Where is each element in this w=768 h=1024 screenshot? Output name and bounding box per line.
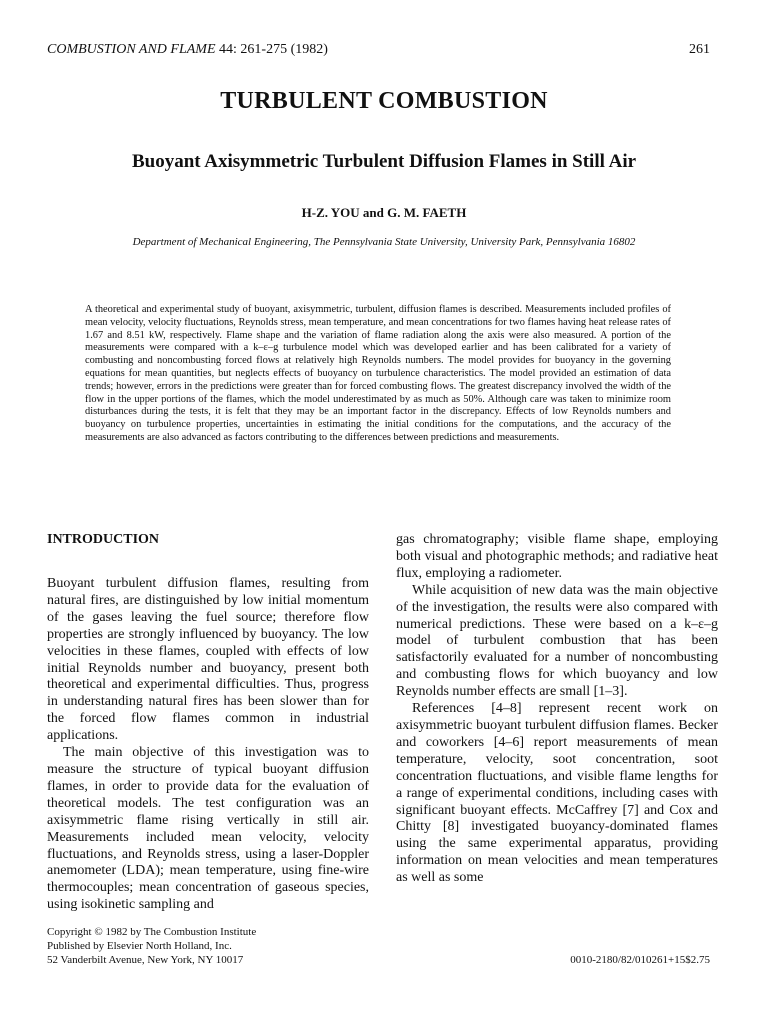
running-head — [47, 42, 710, 58]
journal-citation: 44: 261-275 (1982) — [215, 42, 328, 57]
paper-title: Buoyant Axisymmetric Turbulent Diffusion Flames in Still Air — [131, 151, 637, 172]
journal-name: COMBUSTION AND FLAME — [47, 42, 216, 57]
copyright-notice — [47, 925, 256, 967]
page-number: 261 — [689, 42, 710, 57]
right-column — [396, 532, 718, 887]
introduction-heading: INTRODUCTION — [47, 532, 160, 547]
left-column — [47, 532, 369, 914]
section-title: TURBULENT COMBUSTION — [220, 88, 548, 114]
intro-paragraph-1: Buoyant turbulent diffusion flames, resulting from natural fires, are distinguished by low initial momentum of the gases leaving the fuel source; therefore flow properties are strongly influenced by buoyancy. The low velocities in these flames, coupled with effects of low initial Reynolds number and buoyancy, present both theoretical and experimental difficulties. Thus, progress in understanding natural fires has been slower than for the forced flow flames common in industrial applications. — [47, 576, 369, 744]
intro-paragraph-5: References [4–8] represent recent work on axisymmetric buoyant turbulent diffusion flames. Becker and coworkers [4–6] report measurements of mean temperature, velocity, soot concentration, soot concentration fluctuations, and visible flame lengths for a range of experimental conditions, including cases with significant buoyant effects. McCaffrey [7] and Cox and Chitty [8] investigated buoyancy-dominated flames using the same experimental apparatus, providing information on mean velocities and mean temperatures as well as some — [396, 701, 718, 886]
intro-paragraph-4: While acquisition of new data was the main objective of the investigation, the results were also compared with numerical predictions. These were based on a k–ε–g model of turbulent combustion that has been satisfactorily evaluated for a number of noncombusting and combusting flows for which buoyancy and low Reynolds number effects are small [1–3]. — [396, 582, 718, 700]
copyright-line: Copyright © 1982 by The Combustion Institute — [47, 926, 257, 938]
authors: H-Z. YOU and G. M. FAETH — [301, 205, 467, 220]
intro-paragraph-3: gas chromatography; visible flame shape, employing both visual and photographic methods; and radiative heat flux, employing a radiometer. — [396, 532, 718, 581]
address-line: 52 Vanderbilt Avenue, New York, NY 10017 — [47, 954, 244, 966]
article-code: 0010-2180/82/010261+15$2.75 — [570, 954, 710, 966]
affiliation: Department of Mechanical Engineering, The Pennsylvania State University, University Park, Pennsylvania 16802 — [132, 236, 636, 248]
publisher-line: Published by Elsevier North Holland, Inc. — [47, 940, 232, 952]
intro-paragraph-2: The main objective of this investigation was to measure the structure of typical buoyant diffusion flames, in order to provide data for the evaluation of theoretical models. The test configuration was an axisymmetric flame rising vertically in still air. Measurements included mean velocity, velocity fluctuations, and Reynolds stress, using a laser-Doppler anemometer (LDA); mean temperature, using fine-wire thermocouples; mean concentration of gaseous species, using isokinetic sampling and — [47, 745, 369, 913]
abstract: A theoretical and experimental study of buoyant, axisymmetric, turbulent, diffusion flames is described. Measurements included profiles of mean velocity, velocity fluctuations, Reynolds stress, mean temperature, and mean concentrations for two flames having heat release rates of 1.67 and 8.51 kW, respectively. Flame shape and the variation of flame radiation along the axis were also measured. A portion of the measurements were compared with a k–ε–g turbulence model which was developed earlier and has been calibrated for a variety of combusting and noncombusting forced flows at relatively high Reynolds numbers. The model provides for buoyancy in the governing equations for mean quantities, but neglects effects of buoyancy on turbulence characteristics. The model provided an estimation of data trends; however, errors in the predictions were greater than for forced combusting flows. The greatest discrepancy involved the width of the flow in the upper portions of the flames, which the model underestimated by as much as 50%. Although care was taken to minimize room disturbances during the tests, it is felt that they may be an important factor in the discrepancy. Effects of low Reynolds numbers and buoyancy on turbulence properties, uncertainties in estimating the initial conditions for the computations, and the accuracy of the measurements are also advanced as factors contributing to the differences between predictions and measurements. — [85, 304, 671, 443]
